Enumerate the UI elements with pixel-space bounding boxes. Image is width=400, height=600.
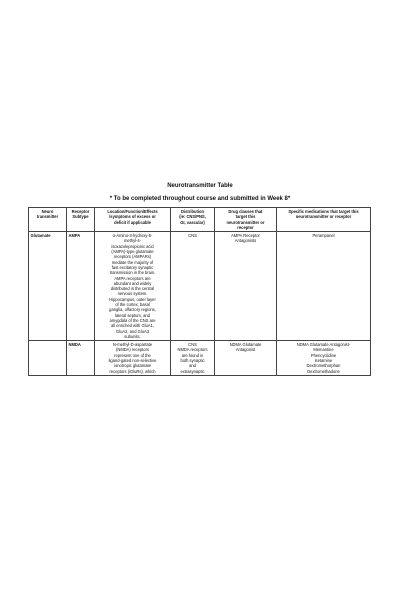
header-neurotransmitter: Neuro transmitter: [29, 208, 67, 232]
cell-distribution: CNS NMDA receptors are found in both synaptic and extrasynaptic: [171, 341, 215, 376]
header-medications: Specific medications that target this neurotransmitter or receptor: [277, 208, 371, 232]
header-drug-classes: Drug classes that target this neurotransmitter or receptor: [215, 208, 277, 232]
table-header-row: [29, 208, 371, 232]
document-title: Neurotransmitter Table: [167, 183, 233, 189]
cell-distribution: CNS: [171, 232, 215, 341]
table-row-ampa: [29, 232, 371, 341]
cell-location-function: N-methyl-D-aspartate (NMDA) receptors represent one of the ligand-gated non-selective ionotropic glutamate receptors (iGluRs), which: [95, 341, 171, 376]
header-receptor-subtype: Receptor Subtype: [67, 208, 95, 232]
cell-drug-classes: NDMA Glutamate Antagonist: [215, 341, 277, 376]
cell-medications: Perampanel: [277, 232, 371, 341]
table-row-nmda: [29, 341, 371, 376]
cell-location-function: α-Amino-3-hydroxy-5- methyl-4- isoxazolepropionic acid (AMPA)-type glutamate receptors (AMPARs) mediate the majority of fast excitatory synaptic transmission in the brain. AMPA receptors are abundant and widely distributed in the central nervous system. Hippocampus, outer layer of the cortex, basal ganglia, olfactory regions, lateral septum, and amygdala of the CNS are all enriched with GluA1, GluA2, and GluA3 subunits.: [95, 232, 171, 341]
cell-drug-classes: AMPA Receptor Antagonists: [215, 232, 277, 341]
cell-medications: NDMA Glutamate Antagonist- Memantine Phencyclidine Ketamine Dextromethorphan Dextromethadone: [277, 341, 371, 376]
header-location-function: Location/Function/Effects /symptoms of excess or deficit if applicable: [95, 208, 171, 232]
header-distribution: Distribution (ie: CNS/PNS, GI, vascular): [171, 208, 215, 232]
cell-receptor-subtype: AMPA: [67, 232, 95, 341]
document-subtitle: * To be completed throughout course and submitted in Week 8*: [109, 196, 291, 202]
cell-neurotransmitter: [29, 341, 67, 376]
neurotransmitter-table: [28, 207, 371, 376]
cell-neurotransmitter: Glutamate: [29, 232, 67, 341]
cell-receptor-subtype: NMDA: [67, 341, 95, 376]
